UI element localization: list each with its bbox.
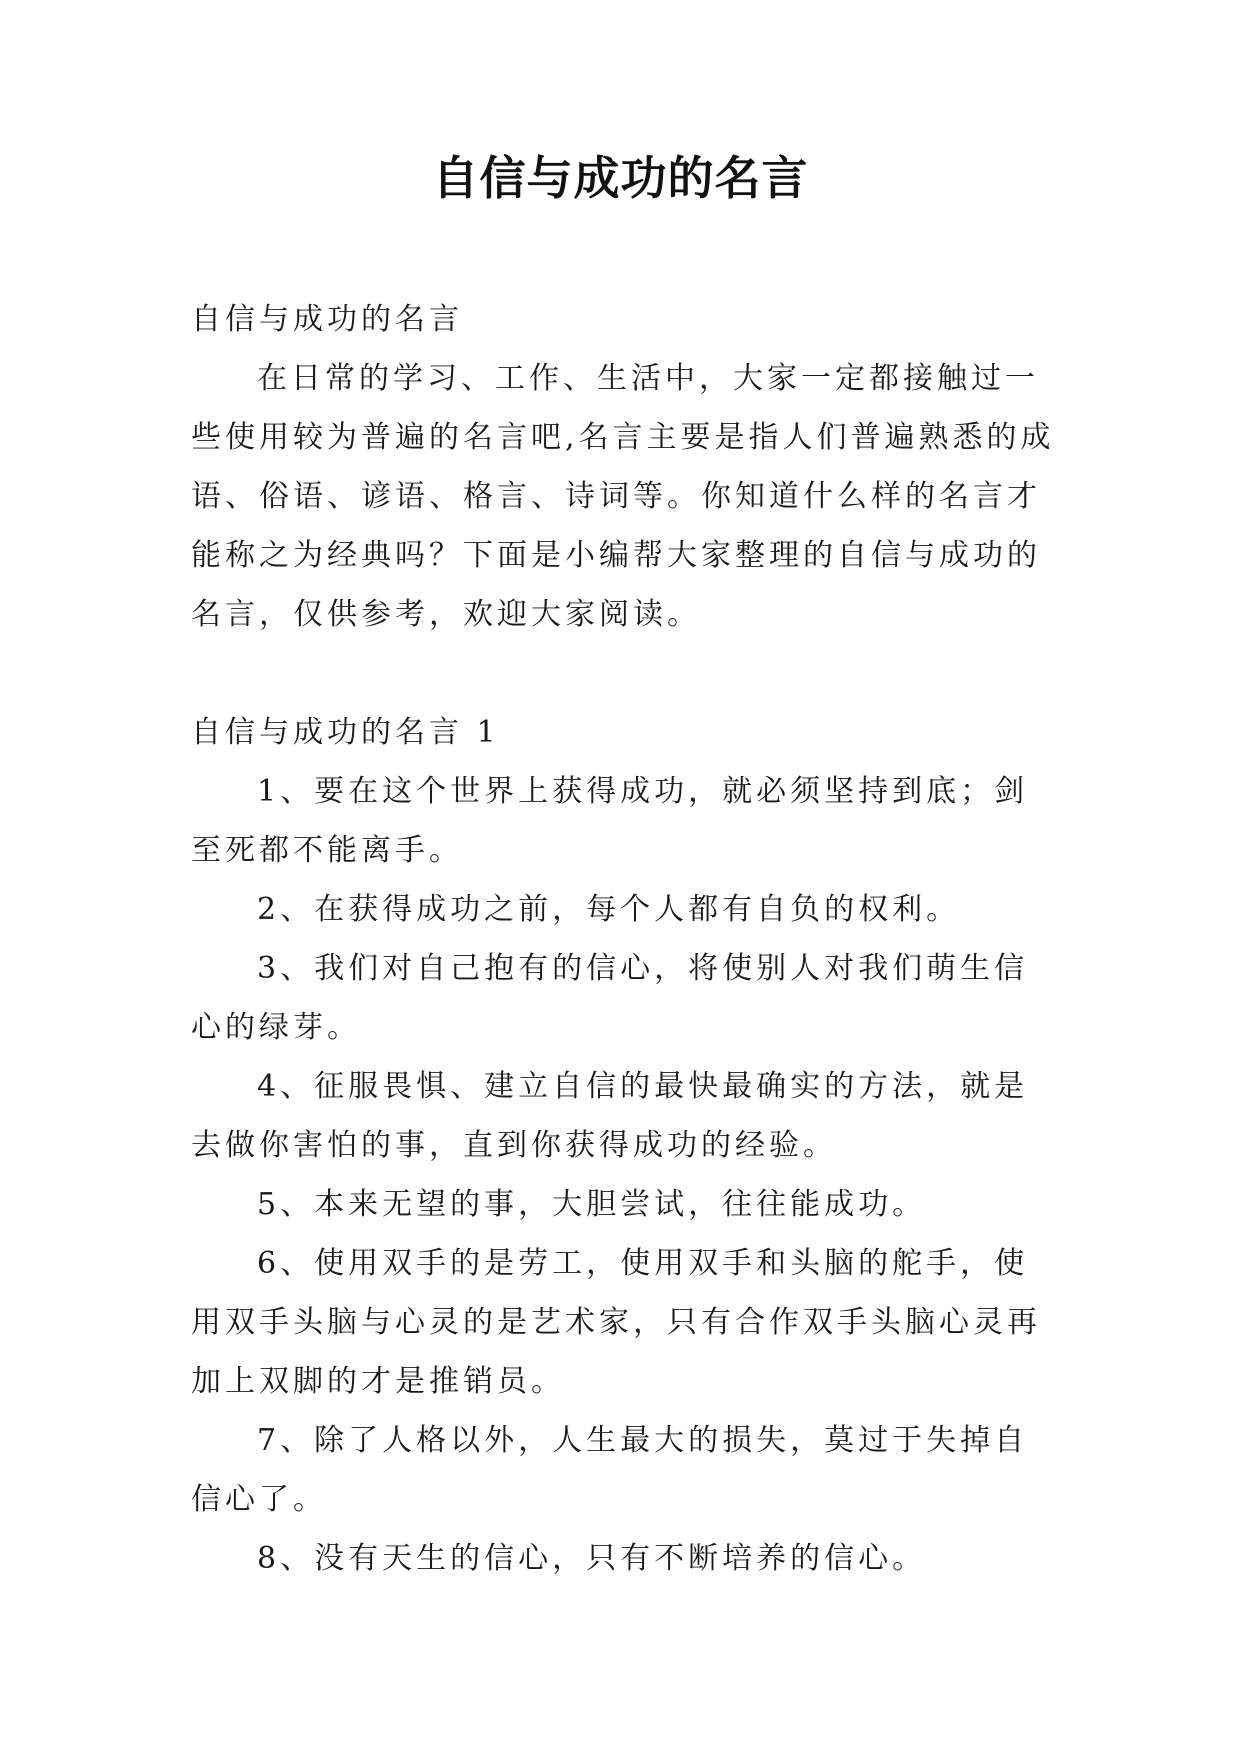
subtitle: 自信与成功的名言	[191, 302, 463, 337]
intro-paragraph: 在日常的学习、工作、生活中，大家一定都接触过一些使用较为普遍的名言吧,名言主要是指人们普遍熟悉的成语、俗语、谚语、格言、诗词等。你知道什么样的名言才能称之为经典吗？下面是小编帮大家整理的自信与成功的名言，仅供参考，欢迎大家阅读。	[191, 361, 1055, 632]
quote-item: 1、要在这个世界上获得成功，就必须坚持到底；剑至死都不能离手。	[191, 774, 1029, 868]
quote-item: 7、除了人格以外，人生最大的损失，莫过于失掉自信心了。	[191, 1423, 1029, 1517]
quote-item: 3、我们对自己抱有的信心，将使别人对我们萌生信心的绿芽。	[191, 951, 1029, 1045]
quote-item: 2、在获得成功之前，每个人都有自负的权利。	[257, 892, 961, 927]
paragraph-gap	[191, 644, 1057, 703]
quote-item: 5、本来无望的事，大胆尝试，往往能成功。	[257, 1187, 927, 1222]
section-heading: 自信与成功的名言 1	[191, 715, 500, 750]
quote-item: 4、征服畏惧、建立自信的最快最确实的方法，就是去做你害怕的事，直到你获得成功的经验。	[191, 1069, 1029, 1163]
document-title: 自信与成功的名言	[432, 151, 809, 205]
document-body	[191, 290, 1057, 1588]
quote-item: 8、没有天生的信心，只有不断培养的信心。	[257, 1541, 927, 1576]
quote-item: 6、使用双手的是劳工，使用双手和头脑的舵手，使用双手头脑与心灵的是艺术家，只有合作双手头脑心灵再加上双脚的才是推销员。	[191, 1246, 1041, 1399]
